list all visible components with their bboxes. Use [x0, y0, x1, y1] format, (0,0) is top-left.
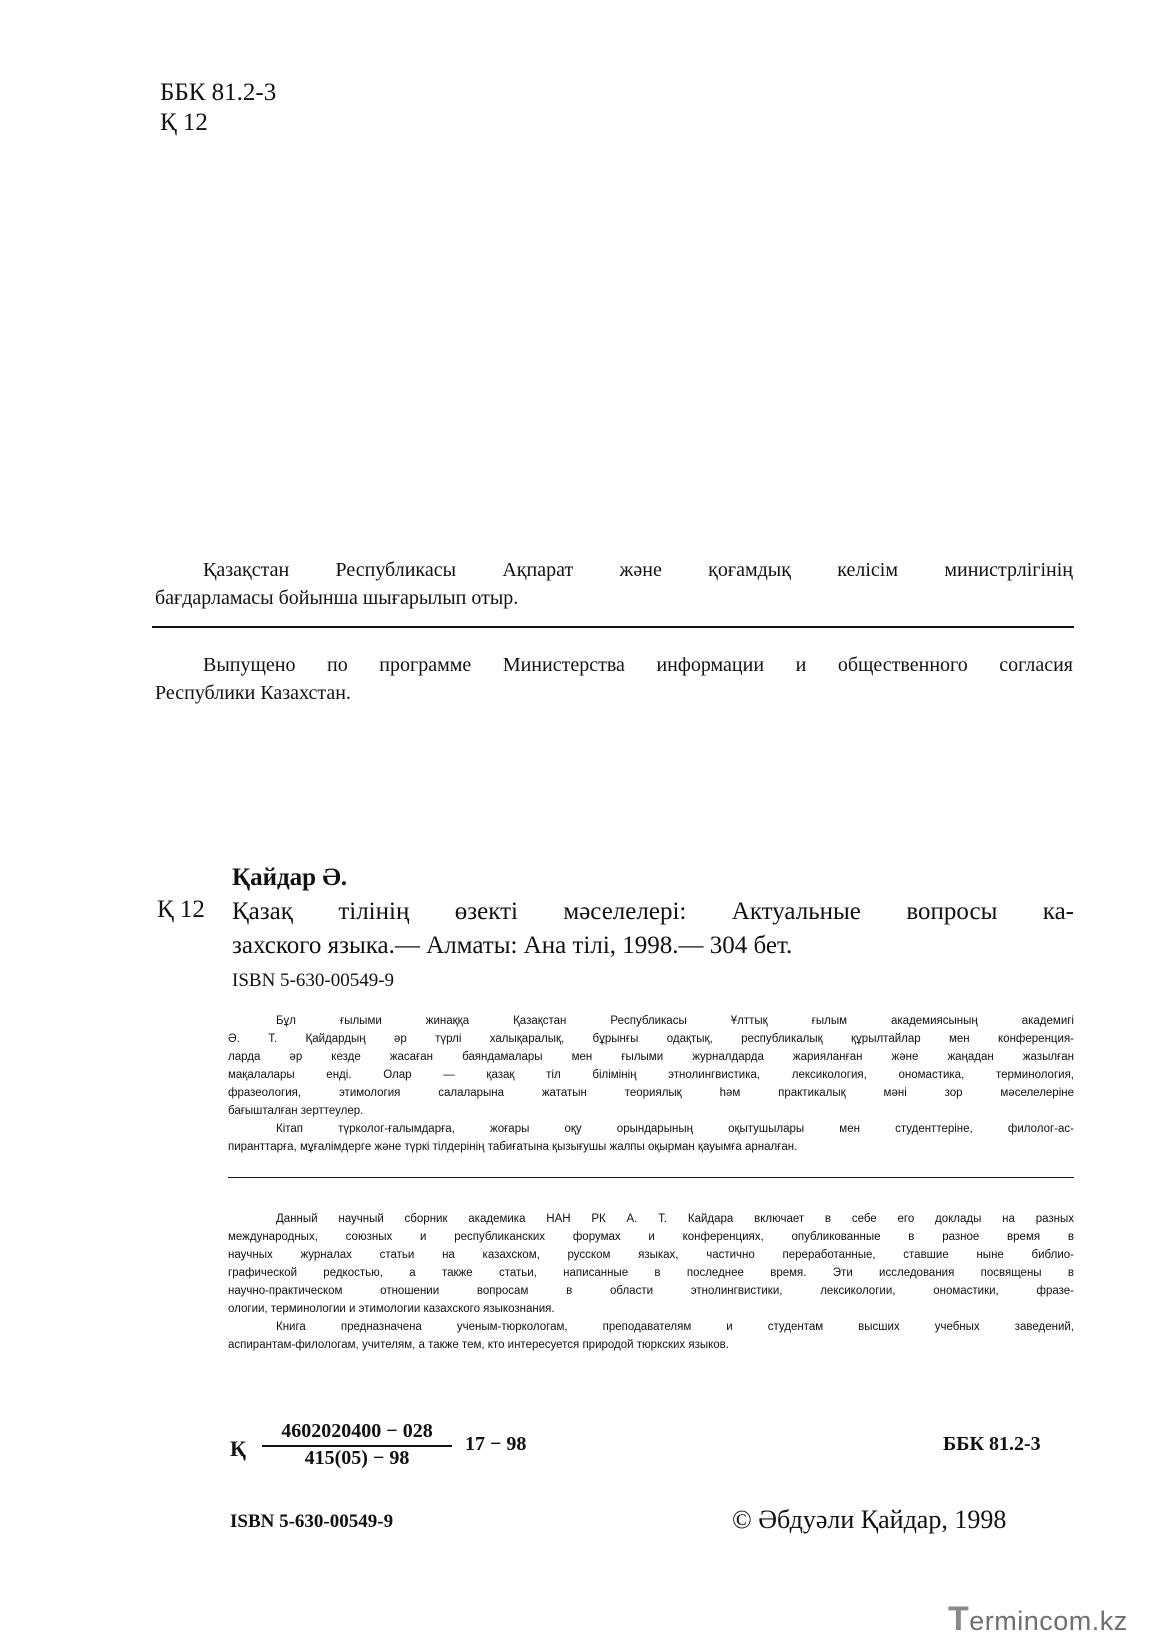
book-title-line-2: захского языка.— Алматы: Ана тілі, 1998.— 304 бет. [232, 932, 793, 959]
catalog-code: Қ 12 [160, 109, 208, 136]
kazakh-abstract-line: Ә. Т. Қайдардың әр түрлі халықаралық, бұрынғы одақтық, республикалық құрылтайлар мен конференция- [228, 1033, 1074, 1045]
kazakh-abstract-line: Бұл ғылыми жинаққа Қазақстан Республикасы Ұлттық ғылым академиясының академигі [276, 1015, 1074, 1027]
russian-abstract-line: международных, союзных и республиканских форумах и конференциях, опубликованные в разное время в [228, 1231, 1074, 1243]
kazakh-abstract-line: бағышталған зерттеулер. [228, 1105, 364, 1117]
imprint-letter: Қ [230, 1436, 246, 1461]
russian-abstract-line: Данный научный сборник академика НАН РК А. Т. Кайдара включает в себе его доклады на разных [276, 1213, 1074, 1225]
imprint-isbn: ISBN 5-630-00549-9 [230, 1511, 394, 1532]
kazakh-abstract-line: Кітап түрколог-ғалымдарға, жоғары оқу орындарының оқытушылары мен студенттеріне, филолог-ас- [276, 1123, 1074, 1135]
watermark-text: ermincom.kz [969, 1606, 1128, 1636]
watermark-initial: T [948, 1600, 970, 1638]
kazakh-abstract [228, 1012, 1074, 1156]
abstract-separator [228, 1177, 1074, 1178]
russian-abstract-line: аспирантам-филологам, учителям, а также тем, кто интересуется природой тюркских языков. [228, 1339, 729, 1351]
russian-abstract-line: ологии, терминологии и этимологии казахского языкознания. [228, 1303, 555, 1315]
russian-abstract [228, 1210, 1074, 1354]
bbk-code: ББК 81.2-3 [160, 79, 277, 106]
imprint-numerator: 4602020400 − 028 [262, 1420, 452, 1447]
kazakh-abstract-line: ларда әр кезде жасаған баяндамалары мен ғылыми журналдарда жарияланған және жаңадан жазылған [228, 1051, 1074, 1063]
isbn-entry: ISBN 5-630-00549-9 [232, 970, 395, 991]
russian-abstract-line: графической редкостью, а также статьи, написанные в последнее время. Эти исследования посвящены в [228, 1267, 1074, 1279]
russian-abstract-line: научных журналах статьи на казахском, русском языках, частично переработанные, ставшие ныне библио- [228, 1249, 1074, 1261]
imprint-denominator: 415(05) − 98 [304, 1447, 410, 1469]
copyright-notice: © Әбдуәли Қайдар, 1998 [732, 1505, 1007, 1534]
kazakh-publication-note [155, 556, 1073, 612]
separator-rule [152, 626, 1074, 628]
kazakh-abstract-line: пиранттарға, мұғалімдерге және түркі тілдерінің табиғатына қызығушы жалпы оқырман қауымға арналған. [228, 1141, 798, 1153]
book-title-line-1: Қазақ тілінің өзекті мәселелері: Актуальные вопросы ка- [232, 898, 1074, 925]
kazakh-note-line-1: Қазақстан Республикасы Ақпарат және қоғамдық келісім министрлігінің [203, 559, 1073, 581]
russian-note-line-1: Выпущено по программе Министерства информации и общественного согласия [203, 654, 1073, 676]
imprint-bbk: ББК 81.2-3 [943, 1433, 1041, 1455]
site-watermark [948, 1600, 1128, 1639]
russian-note-line-2: Республики Казахстан. [155, 682, 351, 704]
russian-abstract-line: Книга предназначена ученым-тюркологам, преподавателям и студентам высших учебных заведений, [276, 1321, 1074, 1333]
author-name: Қайдар Ә. [232, 864, 348, 891]
kazakh-abstract-line: мақалалары енді. Олар — қазақ тіл білімінің этнолингвистика, лексикология, ономастика, терминология, [228, 1069, 1074, 1081]
catalog-entry-code: Қ 12 [157, 896, 205, 923]
imprint-code: 17 − 98 [465, 1433, 527, 1455]
kazakh-note-line-2: бағдарламасы бойынша шығарылып отыр. [155, 587, 519, 609]
kazakh-abstract-line: фразеология, этимология салаларына жататын теориялық һәм практикалық мәні зор мәселелеріне [228, 1087, 1074, 1099]
russian-publication-note [155, 651, 1073, 707]
russian-abstract-line: научно-практическом отношении вопросам в области этнолингвистики, лексикологии, ономастики, фразе- [228, 1285, 1074, 1297]
imprint-fraction [262, 1420, 452, 1470]
bbk-header [160, 78, 276, 138]
book-title [232, 895, 1074, 963]
